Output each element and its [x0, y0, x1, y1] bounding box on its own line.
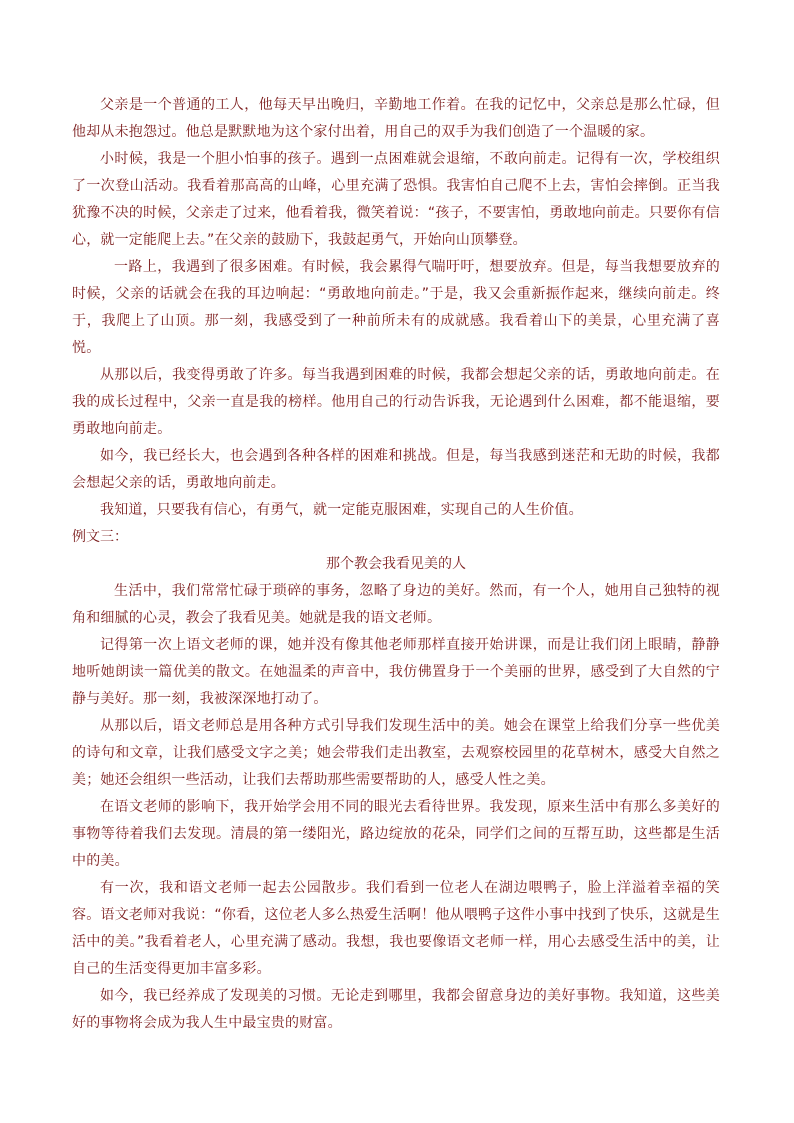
paragraph: 父亲是一个普通的工人，他每天早出晚归，辛勤地工作着。在我的记忆中，父亲总是那么忙碌，但他却从未抱怨过。他总是默默地为这个家付出着，用自己的双手为我们创造了一个温暖的家。 — [72, 97, 720, 140]
essay-title: 那个教会我看见美的人 — [326, 556, 466, 572]
section-label: 例文三： — [72, 529, 128, 545]
paragraph: 如今，我已经长大，也会遇到各种各样的困难和挑战。但是，每当我感到迷茫和无助的时候，我都会想起父亲的话，勇敢地向前走。 — [72, 448, 720, 491]
paragraph: 一路上，我遇到了很多困难。有时候，我会累得气喘吁吁，想要放弃。但是，每当我想要放弃的时候，父亲的话就会在我的耳边响起：“勇敢地向前走。”于是，我又会重新振作起来，继续向前走。终于，我爬上了山顶。那一刻，我感受到了一种前所未有的成就感。我看着山下的美景，心里充满了喜悦。 — [72, 259, 720, 356]
paragraph: 从那以后，我变得勇敢了许多。每当我遇到困难的时候，我都会想起父亲的话，勇敢地向前走。在我的成长过程中，父亲一直是我的榜样。他用自己的行动告诉我，无论遇到什么困难，都不能退缩，要勇敢地向前走。 — [72, 367, 720, 437]
paragraph: 小时候，我是一个胆小怕事的孩子。遇到一点困难就会退缩，不敢向前走。记得有一次，学校组织了一次登山活动。我看着那高高的山峰，心里充满了恐惧。我害怕自己爬不上去，害怕会摔倒。正当我犹豫不决的时候，父亲走了过来，他看着我，微笑着说：“孩子，不要害怕，勇敢地向前走。只要你有信心，就一定能爬上去。”在父亲的鼓励下，我鼓起勇气，开始向山顶攀登。 — [72, 151, 720, 248]
paragraph: 生活中，我们常常忙碌于琐碎的事务，忽略了身边的美好。然而，有一个人，她用自己独特的视角和细腻的心灵，教会了我看见美。她就是我的语文老师。 — [72, 583, 720, 626]
paragraph: 在语文老师的影响下，我开始学会用不同的眼光去看待世界。我发现，原来生活中有那么多美好的事物等待着我们去发现。清晨的第一缕阳光，路边绽放的花朵，同学们之间的互帮互助，这些都是生活中的美。 — [72, 799, 720, 869]
paragraph: 如今，我已经养成了发现美的习惯。无论走到哪里，我都会留意身边的美好事物。我知道，这些美好的事物将会成为我人生中最宝贵的财富。 — [72, 988, 720, 1031]
paragraph: 我知道，只要我有信心，有勇气，就一定能克服困难，实现自己的人生价值。 — [100, 502, 583, 518]
paragraph: 从那以后，语文老师总是用各种方式引导我们发现生活中的美。她会在课堂上给我们分享一些优美的诗句和文章，让我们感受文字之美；她会带我们走出教室，去观察校园里的花草树木，感受大自然之美；她还会组织一些活动，让我们去帮助那些需要帮助的人，感受人性之美。 — [72, 718, 720, 788]
document-page — [72, 92, 720, 1037]
paragraph: 有一次，我和语文老师一起去公园散步。我们看到一位老人在湖边喂鸭子，脸上洋溢着幸福的笑容。语文老师对我说：“你看，这位老人多么热爱生活啊！他从喂鸭子这件小事中找到了快乐，这就是生活中的美。”我看着老人，心里充满了感动。我想，我也要像语文老师一样，用心去感受生活中的美，让自己的生活变得更加丰富多彩。 — [72, 880, 720, 977]
paragraph: 记得第一次上语文老师的课，她并没有像其他老师那样直接开始讲课，而是让我们闭上眼睛，静静地听她朗读一篇优美的散文。在她温柔的声音中，我仿佛置身于一个美丽的世界，感受到了大自然的宁静与美好。那一刻，我被深深地打动了。 — [72, 637, 720, 707]
